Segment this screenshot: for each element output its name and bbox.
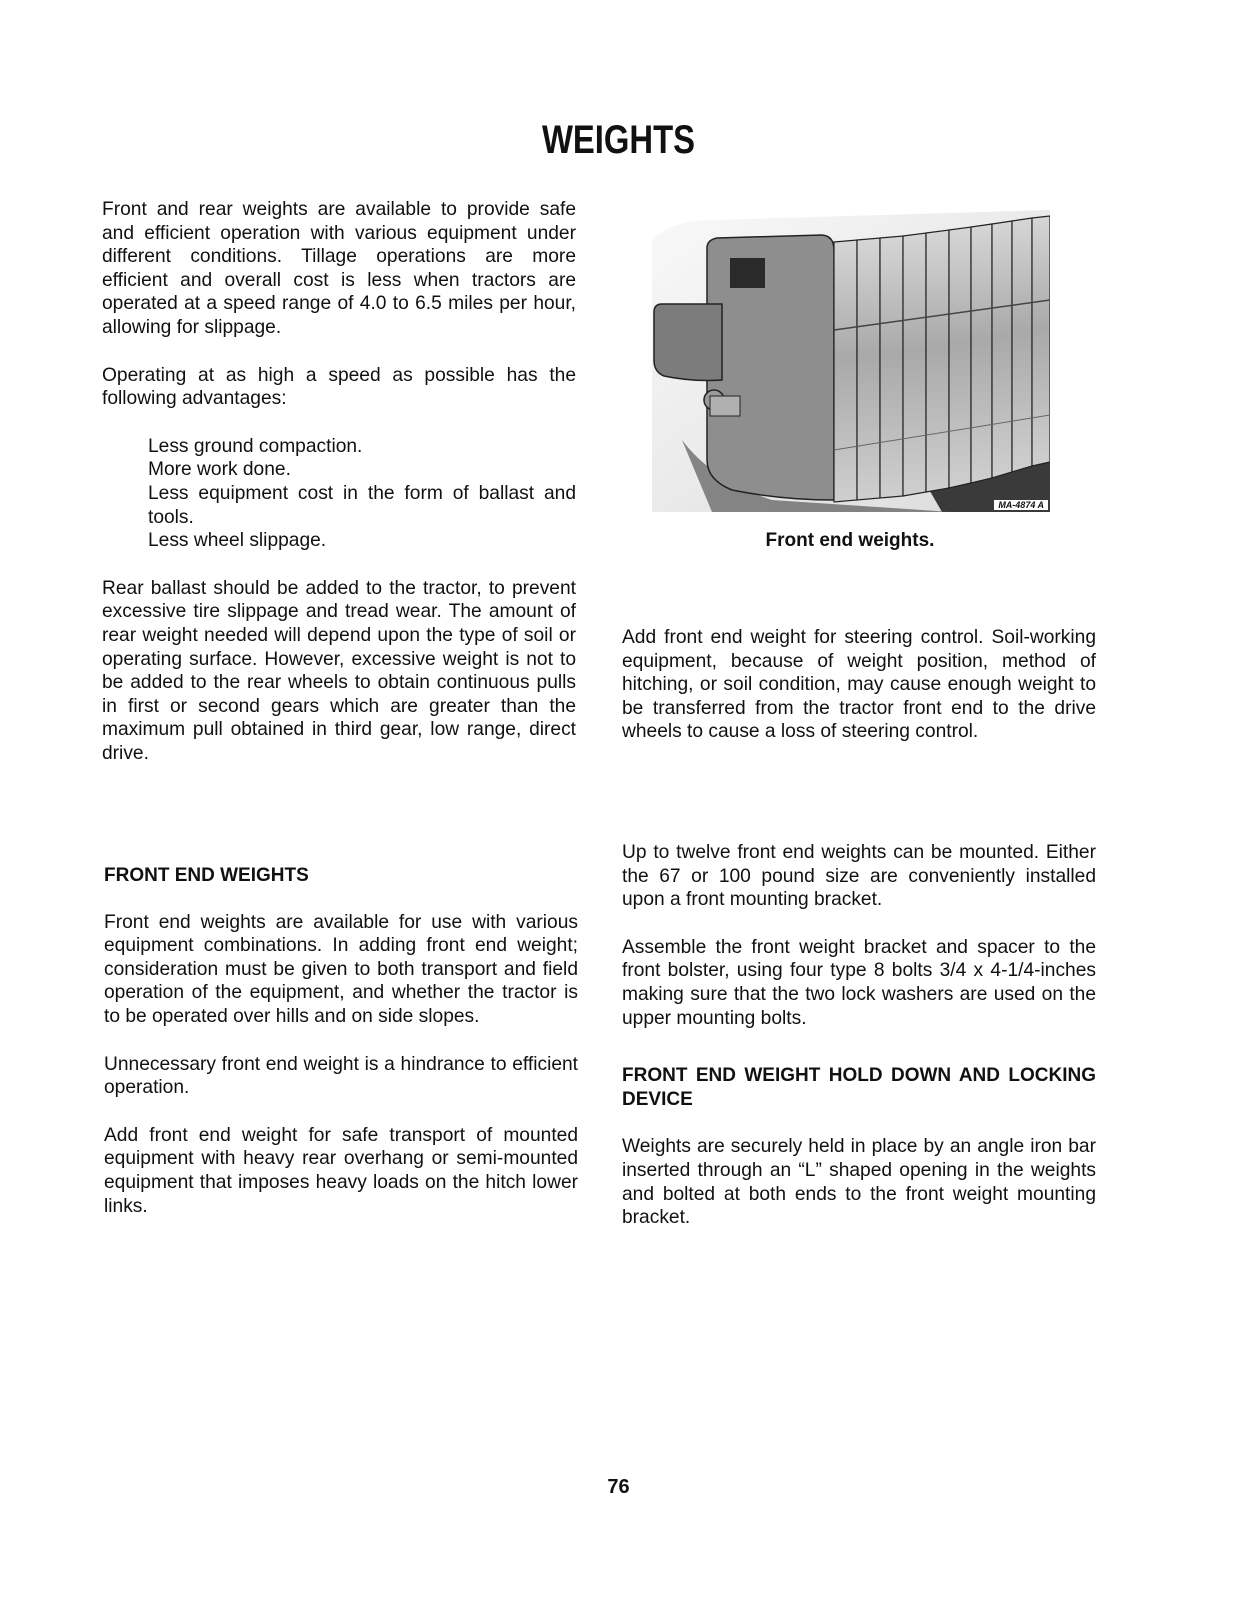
- paragraph: Unnecessary front end weight is a hindrance to efficient operation.: [104, 1053, 578, 1099]
- list-item: More work done.: [148, 459, 291, 481]
- intro-section: [102, 198, 576, 765]
- steering-paragraph: Add front end weight for steering control. Soil-working equipment, because of weight position, method of hitching, or soil condition, may cause enough weight to be transferred from the tractor front end to the drive wheels to cause a loss of steering control.: [622, 627, 1096, 743]
- page-number: 76: [607, 1476, 630, 1498]
- section-heading: FRONT END WEIGHTS: [104, 865, 309, 886]
- rear-ballast-paragraph: Rear ballast should be added to the tractor, to prevent excessive tire slippage and tread wear. The amount of rear weight needed will depend upon the type of soil or operating surface. However, excessive weight is not to be added to the rear wheels to obtain continuous pulls in first or second gears which are greater than the maximum pull obtained in third gear, low range, direct drive.: [102, 577, 576, 764]
- section-heading: FRONT END WEIGHT HOLD DOWN AND LOCKING DEVICE: [622, 1065, 1096, 1110]
- paragraph: Weights are securely held in place by an angle iron bar inserted through an “L” shaped opening in the weights and bolted at both ends to the front weight mounting bracket.: [622, 1136, 1096, 1229]
- list-item: Less equipment cost in the form of ballast and tools.: [148, 482, 576, 528]
- advantages-intro: Operating at as high a speed as possible has the following advantages:: [102, 364, 576, 410]
- advantages-list: [102, 435, 576, 553]
- figure-code: MA-4874 A: [994, 500, 1048, 510]
- paragraph: Add front end weight for safe transport of mounted equipment with heavy rear overhang or semi-mounted equipment that imposes heavy loads on the hitch lower links.: [104, 1124, 578, 1217]
- mounting-section: [622, 841, 1096, 1230]
- page-title: WEIGHTS: [541, 118, 696, 162]
- paragraph: Assemble the front weight bracket and spacer to the front bolster, using four type 8 bolts 3/4 x 4-1/4-inches making sure that the two lock washers are used on the upper mounting bolts.: [622, 936, 1096, 1029]
- figure-caption: Front end weights.: [765, 530, 935, 551]
- front-end-weights-photo: [652, 200, 1050, 512]
- paragraph: Front end weights are available for use with various equipment combinations. In adding front end weight; consideration must be given to both transport and field operation of the equipment, and whether the tractor is to be operated over hills and on side slopes.: [104, 911, 578, 1027]
- steering-section: [622, 626, 1096, 744]
- weight-plates: [834, 216, 1050, 502]
- list-item: Less ground compaction.: [148, 435, 363, 457]
- front-end-weights-section: [104, 864, 578, 1218]
- list-item: Less wheel slippage.: [148, 530, 327, 552]
- weights-illustration: [652, 200, 1050, 512]
- intro-paragraph: Front and rear weights are available to provide safe and efficient operation with various equipment under different conditions. Tillage operations are more efficient and overall cost is less when tractors are operated at a speed range of 4.0 to 6.5 miles per hour, allowing for slippage.: [102, 199, 576, 338]
- paragraph: Up to twelve front end weights can be mounted. Either the 67 or 100 pound size are conveniently installed upon a front mounting bracket.: [622, 842, 1096, 911]
